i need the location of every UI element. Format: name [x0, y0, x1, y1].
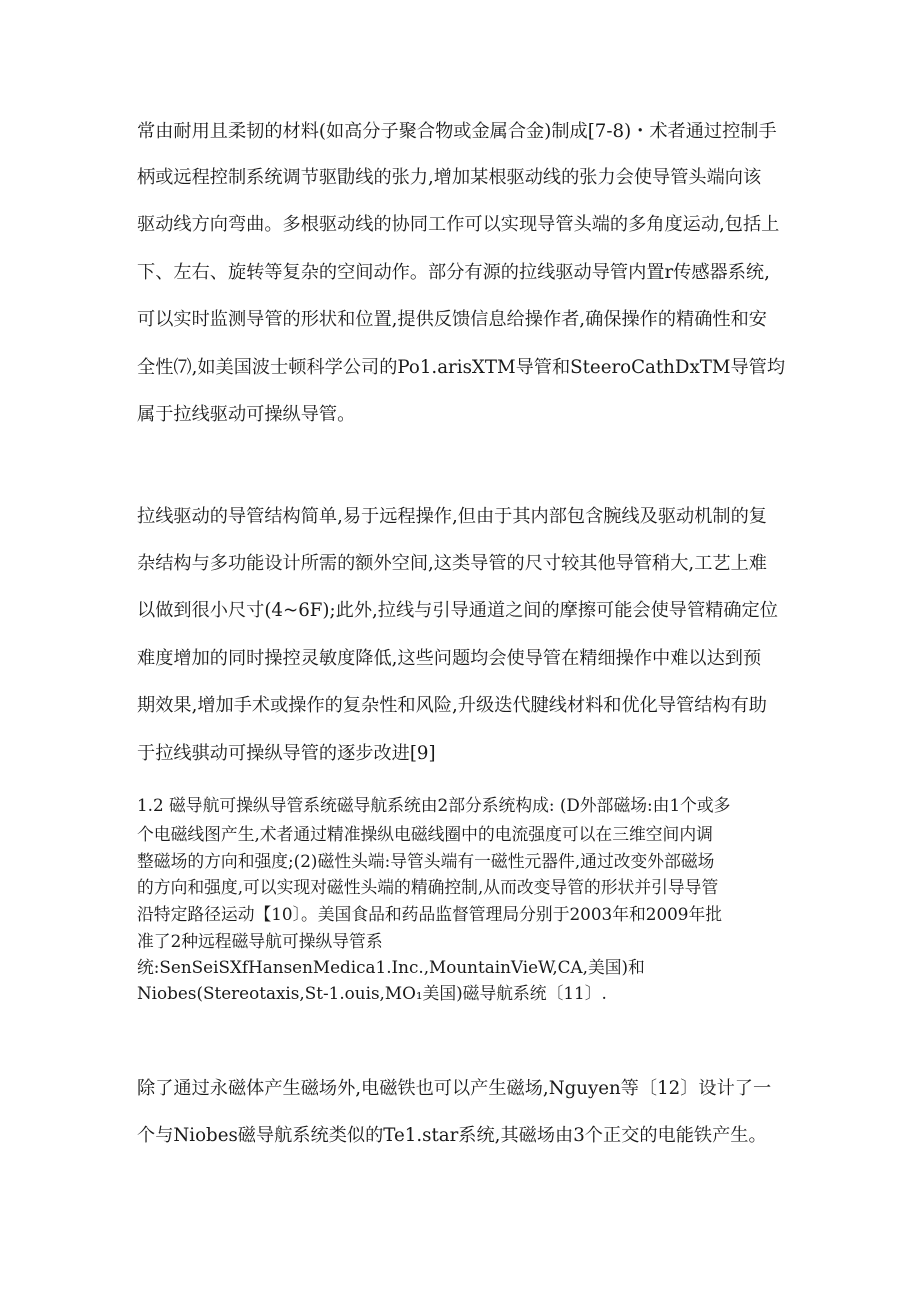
- text-line: 杂结构与多功能设计所需的额外空间,这类导管的尺寸较其他导管稍大,工艺上难: [137, 553, 767, 574]
- text-line: 统:SenSeiSXfHansenMedica1.Inc.,MountainVieW,CA,美国)和: [137, 957, 645, 977]
- text-line: 沿特定路径运动【10〕。美国食品和药品监督管理局分别于2003年和2009年批: [137, 904, 723, 924]
- text-line: 常由耐用且柔韧的材料(如高分子聚合物或金属合金)制成[7-8)・术者通过控制手: [137, 121, 777, 142]
- text-line: 柄或远程控制系统调节驱勖线的张力,增加某根驱动线的张力会使导管头端向该: [137, 167, 762, 188]
- text-line: 难度增加的同时操控灵敏度降低,这些问题均会使导管在精细操作中难以达到预: [137, 648, 762, 669]
- text-line: 于拉线骐动可操纵导管的逐步改进[9]: [137, 743, 436, 764]
- text-line: 驱动线方向弯曲。多根驱动线的协同工作可以实现导管头端的多角度运动,包括上: [137, 214, 780, 235]
- text-line: Niobes(Stereotaxis,St-1.ouis,MO₁美国)磁导航系统〔11〕.: [137, 983, 607, 1003]
- text-line: 整磁场的方向和强度;(2)磁性头端:导管头端有一磁性元器件,通过改变外部磁场: [137, 851, 715, 871]
- text-line: 准了2种远程磁导航可操纵导管系: [137, 931, 383, 951]
- text-line: 的方向和强度,可以实现对磁性头端的精确控制,从而改变导管的形状并引导导管: [137, 877, 719, 897]
- text-line: 可以实时监测导管的形状和位置,提供反馈信息给操作者,确保操作的精确性和安: [137, 309, 767, 330]
- text-line: 期效果,增加手术或操作的复杂性和风险,升级迭代腱线材料和优化导管结构有助: [137, 695, 767, 716]
- text-line: 除了通过永磁体产生磁场外,电磁铁也可以产生磁场,Nguyen等〔12〕设计了一: [137, 1078, 772, 1099]
- text-line: 下、左右、旋转等复杂的空间动作。部分有源的拉线驱动导管内置r传感器系统,: [137, 262, 770, 283]
- text-line: 全性⑺,如美国波士顿科学公司的Po1.arisXTM导管和SteeroCathDxTM导管均: [137, 357, 786, 378]
- text-line: 以做到很小尺寸(4~6F);此外,拉线与引导通道之间的摩擦可能会使导管精确定位: [137, 600, 778, 621]
- text-line: 1.2 磁导航可操纵导管系统磁导航系统由2部分系统构成: (D外部磁场:由1个或多: [137, 795, 731, 815]
- text-line: 拉线驱动的导管结构简单,易于远程操作,但由于其内部包含腕线及驱动机制的复: [137, 506, 767, 527]
- text-line: 个与Niobes磁导航系统类似的Te1.star系统,其磁场由3个正交的电能铁产生。: [137, 1125, 767, 1146]
- text-line: 属于拉线驱动可操纵导管。: [137, 404, 356, 425]
- text-line: 个电磁线图产生,术者通过精准操纵电磁线圈中的电流强度可以在三维空间内调: [137, 824, 713, 844]
